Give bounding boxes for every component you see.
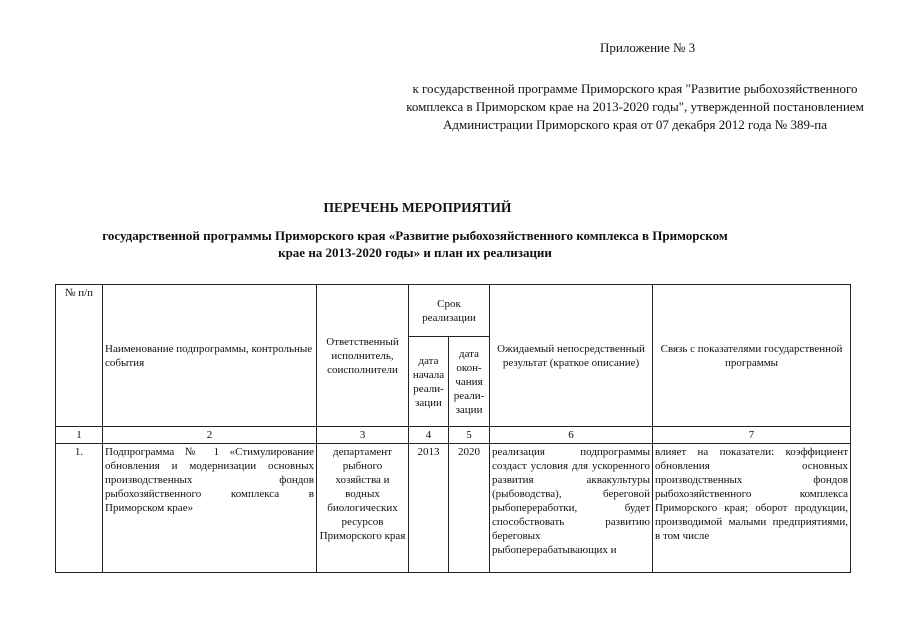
header-executor: Ответственный исполнитель, соисполнители — [317, 285, 409, 427]
row-link: влияет на показатели: коэффициент обновления основных производственных фондов рыбохозяйственного комплекса Приморского края; оборот продукции, производимой малыми предприятиями, в том числе — [653, 444, 851, 573]
document-title: ПЕРЕЧЕНЬ МЕРОПРИЯТИЙ — [323, 200, 512, 215]
column-number: 6 — [490, 427, 653, 444]
measures-table — [55, 284, 851, 573]
row-start: 2013 — [409, 444, 449, 573]
row-end: 2020 — [449, 444, 490, 573]
column-number: 4 — [409, 427, 449, 444]
header-num: № п/п — [56, 285, 103, 427]
column-numbers-row — [56, 427, 851, 444]
header-link: Связь с показателями государственной программы — [653, 285, 851, 427]
header-period: Срок реализации — [409, 285, 490, 337]
column-number: 5 — [449, 427, 490, 444]
header-result: Ожидаемый непосредственный результат (краткое описание) — [490, 285, 653, 427]
row-num: 1. — [56, 444, 103, 573]
document-subtitle: государственной программы Приморского края «Развитие рыбохозяйственного комплекса в Приморском крае на 2013-2020 годы» и план их реализации — [102, 228, 728, 260]
row-executor: департамент рыбного хозяйства и водных биологических ресурсов Приморского края — [317, 444, 409, 573]
header-start-date: дата начала реали-зации — [409, 337, 449, 427]
header-name: Наименование подпрограммы, контрольные события — [103, 285, 317, 427]
column-number: 3 — [317, 427, 409, 444]
row-result: реализация подпрограммы создаст условия для ускоренного развития аквакультуры (рыбоводства), береговой рыбопереработки, будет способствовать развитию береговых рыбоперерабатывающих и — [490, 444, 653, 573]
column-number: 2 — [103, 427, 317, 444]
row-name: Подпрограмма № 1 «Стимулирование обновления и модернизации основных производственных фондов рыбохозяйственного комплекса в Приморском крае» — [103, 444, 317, 573]
appendix-reference: к государственной программе Приморского края "Развитие рыбохозяйственного комплекса в Приморском крае на 2013-2020 годы", утвержденной постановлением Администрации Приморского края от 07 декабря 2012 года № 389-па — [406, 81, 864, 132]
column-number: 7 — [653, 427, 851, 444]
header-end-date: дата окон-чания реали-зации — [449, 337, 490, 427]
table-row — [56, 444, 851, 573]
column-number: 1 — [56, 427, 103, 444]
appendix-title: Приложение № 3 — [600, 40, 696, 55]
